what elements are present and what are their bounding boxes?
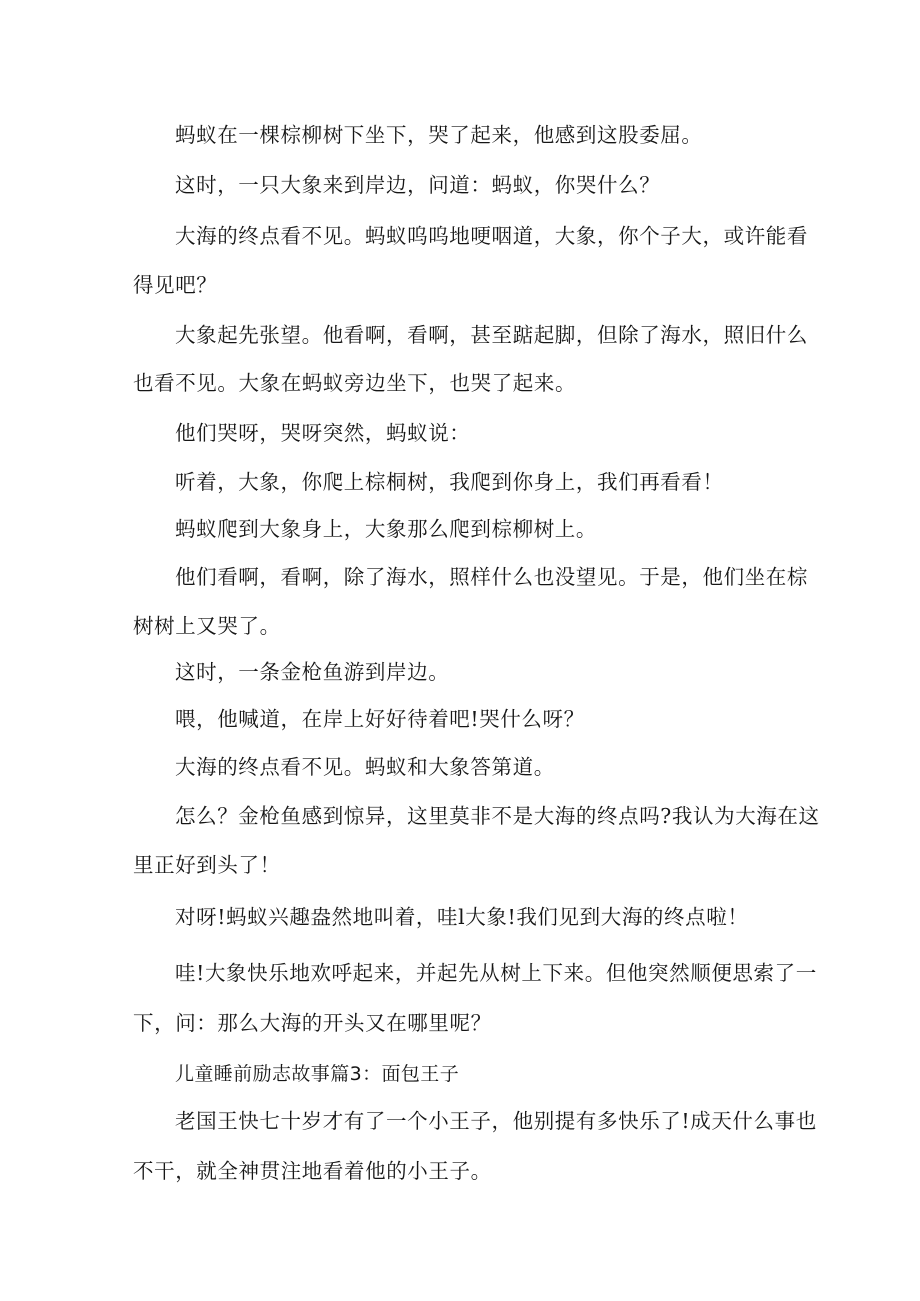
text-line: 树树上又哭了。 [133,614,281,638]
text-line: 听着，大象，你爬上棕桐树，我爬到你身上，我们再看看！ [175,470,724,494]
text-line: 怎么？金枪鱼感到惊异，这里莫非不是大海的终点吗?我认为大海在这 [175,804,820,828]
text-line: 这时，一条金枪鱼游到岸边。 [175,660,450,684]
text-line: 喂，他喊道，在岸上好好待着吧!哭什么呀？ [175,707,585,731]
text-line: 老国王快七十岁才有了一个小王子，他别提有多快乐了!成天什么事也 [175,1109,817,1133]
text-line: 里正好到头了！ [133,853,281,877]
text-line: 不干，就全神贯注地看着他的小王子。 [133,1159,492,1183]
text-line: 蚂蚁爬到大象身上，大象那么爬到棕柳树上。 [175,517,597,541]
text-line: 哇!大象快乐地欢呼起来，并起先从树上下来。但他突然顺便思索了一 [175,961,817,985]
text-line: 蚂蚁在一棵棕柳树下坐下，哭了起来，他感到这股委屈。 [175,123,703,147]
text-line: 下，问：那么大海的开头又在哪里呢？ [133,1011,492,1035]
text-line: 也看不见。大象在蚂蚁旁边坐下，也哭了起来。 [133,371,577,395]
text-line: 他们看啊，看啊，除了海水，照样什么也没望见。于是，他们坐在棕 [175,565,808,589]
text-line: 对呀!蚂蚁兴趣盎然地叫着，哇l大象!我们见到大海的终点啦！ [175,905,749,929]
text-line: 这时，一只大象来到岸边，问道：蚂蚁，你哭什么？ [175,173,661,197]
text-line: 得见吧？ [133,273,218,297]
text-line: 大海的终点看不见。蚂蚁呜呜地哽咽道，大象，你个子大，或许能看 [175,224,808,248]
text-line: 大海的终点看不见。蚂蚁和大象答第道。 [175,755,555,779]
text-line: 大象起先张望。他看啊，看啊，甚至踮起脚，但除了海水，照旧什么 [175,323,808,347]
text-line: 他们哭呀，哭呀突然，蚂蚁说： [175,421,471,445]
section-heading: 儿童睡前励志故事篇3：面包王子 [175,1063,460,1085]
